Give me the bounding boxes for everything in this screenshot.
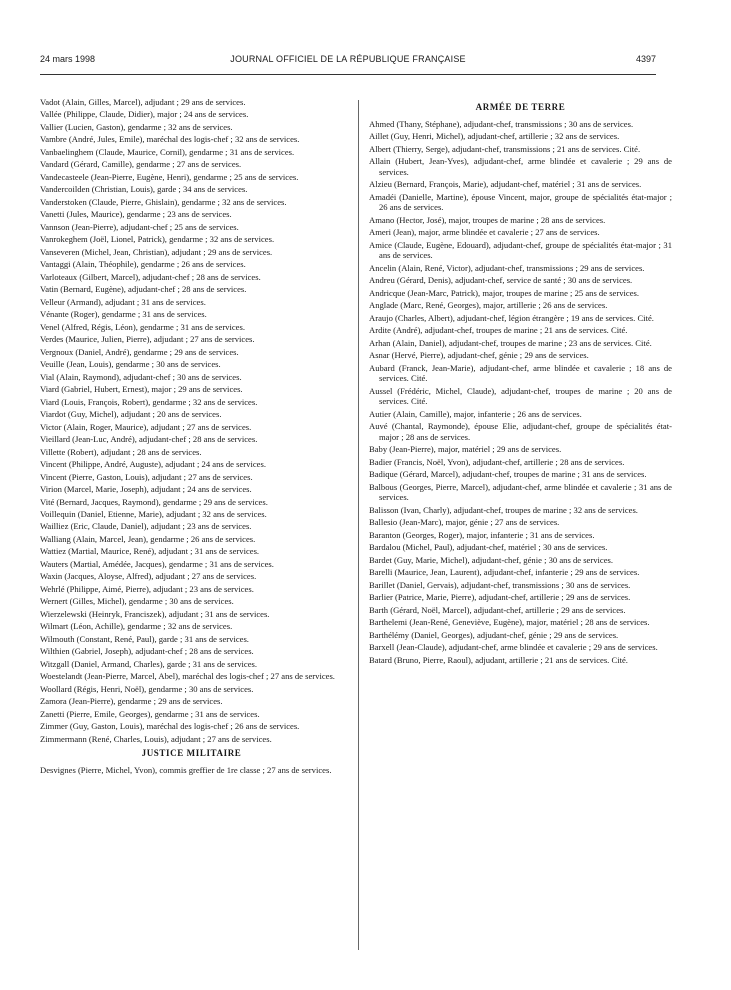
justice-militaire-entry-list xyxy=(40,765,343,776)
list-item: Vergnoux (Daniel, André), gendarme ; 29 ans de services. xyxy=(40,346,239,357)
list-item: Amadéi (Danielle, Martine), épouse Vincent, major, groupe de spécialités état-major ; 26 ans de services. xyxy=(369,191,672,213)
list-item: Baranton (Georges, Roger), major, infanterie ; 31 ans de services. xyxy=(369,529,595,540)
list-item: Vandercoilden (Christian, Louis), garde ; 34 ans de services. xyxy=(40,184,248,195)
list-item: Vanbaelinghem (Claude, Maurice, Cornil), gendarme ; 31 ans de services. xyxy=(40,146,295,157)
list-item: Zimmer (Guy, Gaston, Louis), maréchal des logis-chef ; 26 ans de services. xyxy=(40,721,300,732)
list-item: Waxin (Jacques, Aloyse, Alfred), adjudant ; 27 ans de services. xyxy=(40,571,257,582)
list-item: Vanetti (Jules, Maurice), gendarme ; 23 ans de services. xyxy=(40,209,232,220)
list-item: Albert (Thierry, Serge), adjudant-chef, transmissions ; 21 ans de services. Cité. xyxy=(369,143,641,154)
list-item: Verdes (Maurice, Julien, Pierre), adjudant ; 27 ans de services. xyxy=(40,334,255,345)
list-item: Vincent (Pierre, Gaston, Louis), adjudant ; 27 ans de services. xyxy=(40,471,253,482)
list-item: Auvé (Chantal, Raymonde), épouse Elie, adjudant-chef, groupe de spécialités état-major ; 28 ans de services. xyxy=(369,421,672,442)
list-item: Barillet (Daniel, Gervais), adjudant-chef, transmissions ; 30 ans de services. xyxy=(369,579,631,590)
list-item: Batard (Bruno, Pierre, Raoul), adjudant, artillerie ; 21 ans de services. Cité. xyxy=(369,654,628,665)
list-item: Wilmouth (Constant, René, Paul), garde ; 31 ans de services. xyxy=(40,633,249,644)
list-item: Asnar (Hervé, Pierre), adjudant-chef, génie ; 29 ans de services. xyxy=(369,350,589,361)
list-item: Desvignes (Pierre, Michel, Yvon), commis greffier de 1re classe ; 27 ans de services. xyxy=(40,764,332,775)
list-item: Wilmart (Léon, Achille), gendarme ; 32 ans de services. xyxy=(40,621,233,632)
list-item: Vallier (Lucien, Gaston), gendarme ; 32 ans de services. xyxy=(40,121,233,132)
right-column xyxy=(369,97,672,667)
list-item: Zamora (Jean-Pierre), gendarme ; 29 ans de services. xyxy=(40,696,223,707)
left-entry-list xyxy=(40,97,343,744)
header-rule xyxy=(40,74,656,75)
list-item: Vieillard (Jean-Luc, André), adjudant-chef ; 28 ans de services. xyxy=(40,434,258,445)
list-item: Viardot (Guy, Michel), adjudant ; 20 ans de services. xyxy=(40,409,222,420)
header-title: JOURNAL OFFICIEL DE LA RÉPUBLIQUE FRANÇAISE xyxy=(230,54,466,64)
list-item: Wilthien (Gabriel, Joseph), adjudant-chef ; 28 ans de services. xyxy=(40,646,254,657)
list-item: Aussel (Frédéric, Michel, Claude), adjudant-chef, troupes de marine ; 20 ans de services. Cité. xyxy=(369,385,672,407)
list-item: Victor (Alain, Roger, Maurice), adjudant ; 27 ans de services. xyxy=(40,421,252,432)
list-item: Balbous (Georges, Pierre, Marcel), adjudant-chef, arme blindée et cavalerie ; 31 ans de services. xyxy=(369,481,672,503)
list-item: Vanseveren (Michel, Jean, Christian), adjudant ; 29 ans de services. xyxy=(40,246,273,257)
list-item: Velleur (Armand), adjudant ; 31 ans de services. xyxy=(40,296,206,307)
list-item: Wehrlé (Philippe, Aimé, Pierre), adjudant ; 23 ans de services. xyxy=(40,583,254,594)
section-title-justice-militaire: JUSTICE MILITAIRE xyxy=(141,748,242,759)
list-item: Vannson (Jean-Pierre), adjudant-chef ; 25 ans de services. xyxy=(40,221,239,232)
list-item: Wauters (Martial, Amédée, Jacques), gendarme ; 31 ans de services. xyxy=(40,558,274,569)
list-item: Allain (Hubert, Jean-Yves), adjudant-chef, arme blindée et cavalerie ; 29 ans de services. xyxy=(369,156,672,177)
list-item: Ardite (André), adjudant-chef, troupes de marine ; 21 ans de services. Cité. xyxy=(369,325,628,336)
list-item: Bardet (Guy, Marie, Michel), adjudant-chef, génie ; 30 ans de services. xyxy=(369,554,614,565)
list-item: Ameri (Jean), major, arme blindée et cavalerie ; 27 ans de services. xyxy=(369,227,600,238)
list-item: Barthélémy (Daniel, Georges), adjudant-chef, génie ; 29 ans de services. xyxy=(369,629,619,640)
left-column xyxy=(40,97,343,777)
list-item: Vallée (Philippe, Claude, Didier), major ; 24 ans de services. xyxy=(40,109,249,120)
list-item: Villette (Robert), adjudant ; 28 ans de services. xyxy=(40,446,202,457)
list-item: Wattiez (Martial, Maurice, René), adjudant ; 31 ans de services. xyxy=(40,546,260,557)
list-item: Vincent (Philippe, André, Auguste), adjudant ; 24 ans de services. xyxy=(40,459,266,470)
column-divider xyxy=(358,100,359,950)
list-item: Vial (Alain, Raymond), adjudant-chef ; 30 ans de services. xyxy=(40,371,242,382)
list-item: Vénante (Roger), gendarme ; 31 ans de services. xyxy=(40,309,207,320)
list-item: Baby (Jean-Pierre), major, matériel ; 29 ans de services. xyxy=(369,444,562,455)
list-item: Varloteaux (Gilbert, Marcel), adjudant-chef ; 28 ans de services. xyxy=(40,271,261,282)
list-item: Barthelemi (Jean-René, Geneviève, Eugène), major, matériel ; 28 ans de services. xyxy=(369,617,650,628)
list-item: Woollard (Régis, Henri, Noël), gendarme ; 30 ans de services. xyxy=(40,683,254,694)
list-item: Vantaggi (Alain, Théophile), gendarme ; 26 ans de services. xyxy=(40,259,246,270)
list-item: Venel (Alfred, Régis, Léon), gendarme ; 31 ans de services. xyxy=(40,321,245,332)
list-item: Barlier (Patrice, Marie, Pierre), adjudant-chef, artillerie ; 29 ans de services. xyxy=(369,592,631,603)
section-title-armee-de-terre: ARMÉE DE TERRE xyxy=(475,102,566,112)
list-item: Veuille (Jean, Louis), gendarme ; 30 ans de services. xyxy=(40,359,221,370)
list-item: Walliang (Alain, Marcel, Jean), gendarme ; 26 ans de services. xyxy=(40,533,256,544)
list-item: Wailliez (Eric, Claude, Daniel), adjudant ; 23 ans de services. xyxy=(40,521,252,532)
list-item: Barth (Gérard, Noël, Marcel), adjudant-chef, artillerie ; 29 ans de services. xyxy=(369,604,626,615)
list-item: Vadot (Alain, Gilles, Marcel), adjudant ; 29 ans de services. xyxy=(40,97,246,107)
list-item: Wierzelewski (Heinryk, Franciszek), adjudant ; 31 ans de services. xyxy=(40,608,270,619)
list-item: Ahmed (Thany, Stéphane), adjudant-chef, transmissions ; 30 ans de services. xyxy=(369,118,634,129)
list-item: Bardalou (Michel, Paul), adjudant-chef, matériel ; 30 ans de services. xyxy=(369,542,608,553)
list-item: Barelli (Maurice, Jean, Laurent), adjudant-chef, infanterie ; 29 ans de services. xyxy=(369,567,640,578)
page-header xyxy=(40,54,656,68)
list-item: Anglade (Marc, René, Georges), major, artillerie ; 26 ans de services. xyxy=(369,300,608,311)
list-item: Barxell (Jean-Claude), adjudant-chef, arme blindée et cavalerie ; 29 ans de services. xyxy=(369,642,658,653)
list-item: Virion (Marcel, Marie, Joseph), adjudant ; 24 ans de services. xyxy=(40,484,252,495)
list-item: Autier (Alain, Camille), major, infanterie ; 26 ans de services. xyxy=(369,408,582,419)
list-item: Vatin (Bernard, Eugène), adjudant-chef ; 28 ans de services. xyxy=(40,284,247,295)
list-item: Viard (Gabriel, Hubert, Ernest), major ; 29 ans de services. xyxy=(40,384,243,395)
list-item: Ballesio (Jean-Marc), major, génie ; 27 ans de services. xyxy=(369,517,560,528)
list-item: Aillet (Guy, Henri, Michel), adjudant-chef, artillerie ; 32 ans de services. xyxy=(369,131,620,142)
list-item: Vandecasteele (Jean-Pierre, Eugène, Henri), gendarme ; 25 ans de services. xyxy=(40,171,299,182)
list-item: Aubard (Franck, Jean-Marie), adjudant-chef, arme blindée et cavalerie ; 18 ans de services. Cité. xyxy=(369,362,672,384)
header-date: 24 mars 1998 xyxy=(40,54,96,64)
list-item: Vandard (Gérard, Camille), gendarme ; 27 ans de services. xyxy=(40,159,242,170)
list-item: Zanetti (Pierre, Emile, Georges), gendarme ; 31 ans de services. xyxy=(40,708,260,719)
list-item: Vambre (André, Jules, Emile), maréchal des logis-chef ; 32 ans de services. xyxy=(40,134,300,145)
list-item: Andricque (Jean-Marc, Patrick), major, troupes de marine ; 25 ans de services. xyxy=(369,287,640,298)
list-item: Voillequin (Daniel, Etienne, Marie), adjudant ; 32 ans de services. xyxy=(40,508,267,519)
list-item: Vanrokeghem (Joël, Lionel, Patrick), gendarme ; 32 ans de services. xyxy=(40,234,275,245)
list-item: Wernert (Gilles, Michel), gendarme ; 30 ans de services. xyxy=(40,596,234,607)
armee-de-terre-entry-list xyxy=(369,119,672,666)
list-item: Amano (Hector, José), major, troupes de marine ; 28 ans de services. xyxy=(369,214,606,225)
list-item: Vanderstoken (Claude, Pierre, Ghislain), gendarme ; 32 ans de services. xyxy=(40,196,287,207)
list-item: Zimmermann (René, Charles, Louis), adjudant ; 27 ans de services. xyxy=(40,733,272,744)
list-item: Ancelin (Alain, René, Victor), adjudant-chef, transmissions ; 29 ans de services. xyxy=(369,262,645,273)
list-item: Witzgall (Daniel, Armand, Charles), garde ; 31 ans de services. xyxy=(40,658,258,669)
list-item: Balisson (Ivan, Charly), adjudant-chef, troupes de marine ; 32 ans de services. xyxy=(369,504,638,515)
list-item: Woestelandt (Jean-Pierre, Marcel, Abel), maréchal des logis-chef ; 27 ans de services. xyxy=(40,671,335,682)
list-item: Alzieu (Bernard, François, Marie), adjudant-chef, matériel ; 31 ans de services. xyxy=(369,179,642,190)
header-page-number: 4397 xyxy=(635,54,656,64)
list-item: Vité (Bernard, Jacques, Raymond), gendarme ; 29 ans de services. xyxy=(40,496,268,507)
list-item: Arhan (Alain, Daniel), adjudant-chef, troupes de marine ; 23 ans de services. Cité. xyxy=(369,337,652,348)
list-item: Badique (Gérard, Marcel), adjudant-chef, troupes de marine ; 31 ans de services. xyxy=(369,469,647,480)
list-item: Badier (Francis, Noël, Yvon), adjudant-chef, artillerie ; 28 ans de services. xyxy=(369,456,625,467)
list-item: Andreu (Gérard, Denis), adjudant-chef, service de santé ; 30 ans de services. xyxy=(369,275,633,286)
list-item: Araujo (Charles, Albert), adjudant-chef, légion étrangère ; 19 ans de services. Cité. xyxy=(369,312,654,323)
list-item: Viard (Louis, François, Robert), gendarme ; 32 ans de services. xyxy=(40,396,258,407)
list-item: Amice (Claude, Eugène, Edouard), adjudant-chef, groupe de spécialités état-major ; 31 ans de services. xyxy=(369,239,672,261)
